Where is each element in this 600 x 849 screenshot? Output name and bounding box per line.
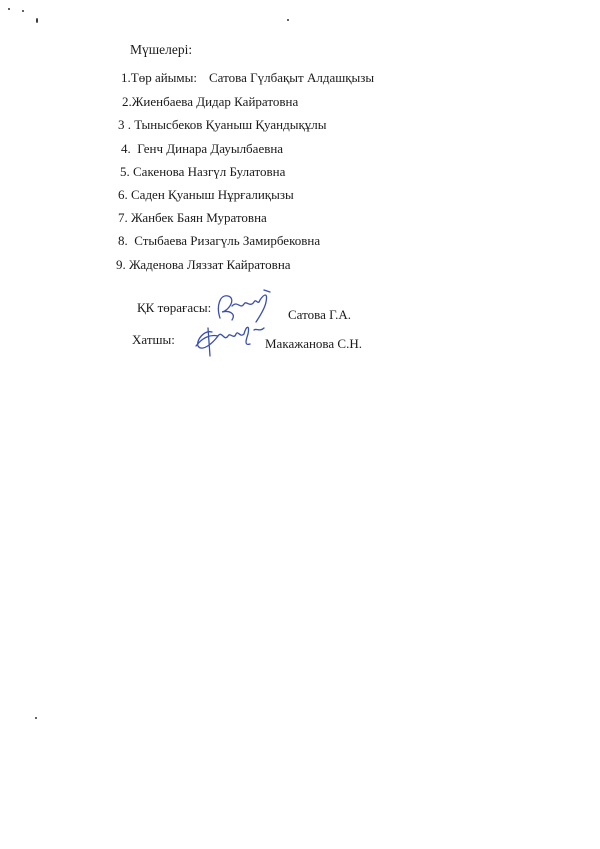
- member-number: 8.: [118, 233, 128, 248]
- chair-name: Сатова Г.А.: [288, 307, 352, 322]
- member-number: 2.: [122, 94, 132, 109]
- member-name: Жиенбаева Дидар Кайратовна: [131, 94, 299, 109]
- member-item: [121, 141, 283, 157]
- member-name: Саден Қуаныш Нұрғалиқызы: [131, 187, 294, 202]
- member-name: Тынысбеков Қуаныш Қуандықұлы: [134, 117, 327, 132]
- chair-label: ҚК төрағасы:: [137, 300, 212, 315]
- scan-speck: [287, 19, 289, 21]
- member-item: [120, 164, 285, 180]
- member-name: Сакенова Назгүл Булатовна: [133, 164, 286, 179]
- member-item: [121, 70, 374, 86]
- member-number: 6.: [118, 187, 128, 202]
- scan-speck: [36, 18, 38, 23]
- secretary-name: Макажанова С.Н.: [265, 336, 362, 351]
- secretary-label: Хатшы:: [132, 332, 175, 347]
- member-item: [118, 233, 320, 249]
- members-heading: Мүшелері:: [130, 42, 193, 57]
- member-item: [118, 187, 294, 203]
- member-name: Жаденова Ляззат Кайратовна: [129, 257, 291, 272]
- member-name: Генч Динара Дауылбаевна: [137, 141, 284, 156]
- scan-speck: [35, 717, 37, 719]
- member-item: [118, 210, 267, 226]
- member-number: 9.: [116, 257, 126, 272]
- member-name: Жанбек Баян Муратовна: [131, 210, 267, 225]
- member-name: Сатова Гүлбақыт Алдашқызы: [208, 70, 375, 85]
- member-number: 4.: [121, 141, 131, 156]
- member-number: 3 .: [118, 117, 131, 132]
- member-role: Төр айымы:: [130, 70, 197, 85]
- scan-speck: [22, 10, 24, 12]
- member-number: 1.: [121, 70, 131, 85]
- member-item: [116, 257, 291, 273]
- secretary-signature: [188, 316, 268, 360]
- scan-speck: [8, 8, 10, 10]
- member-item: [118, 117, 327, 133]
- member-name: Стыбаева Ризагүль Замирбековна: [134, 233, 321, 248]
- member-number: 5.: [120, 164, 130, 179]
- member-item: [122, 94, 298, 110]
- member-number: 7.: [118, 210, 128, 225]
